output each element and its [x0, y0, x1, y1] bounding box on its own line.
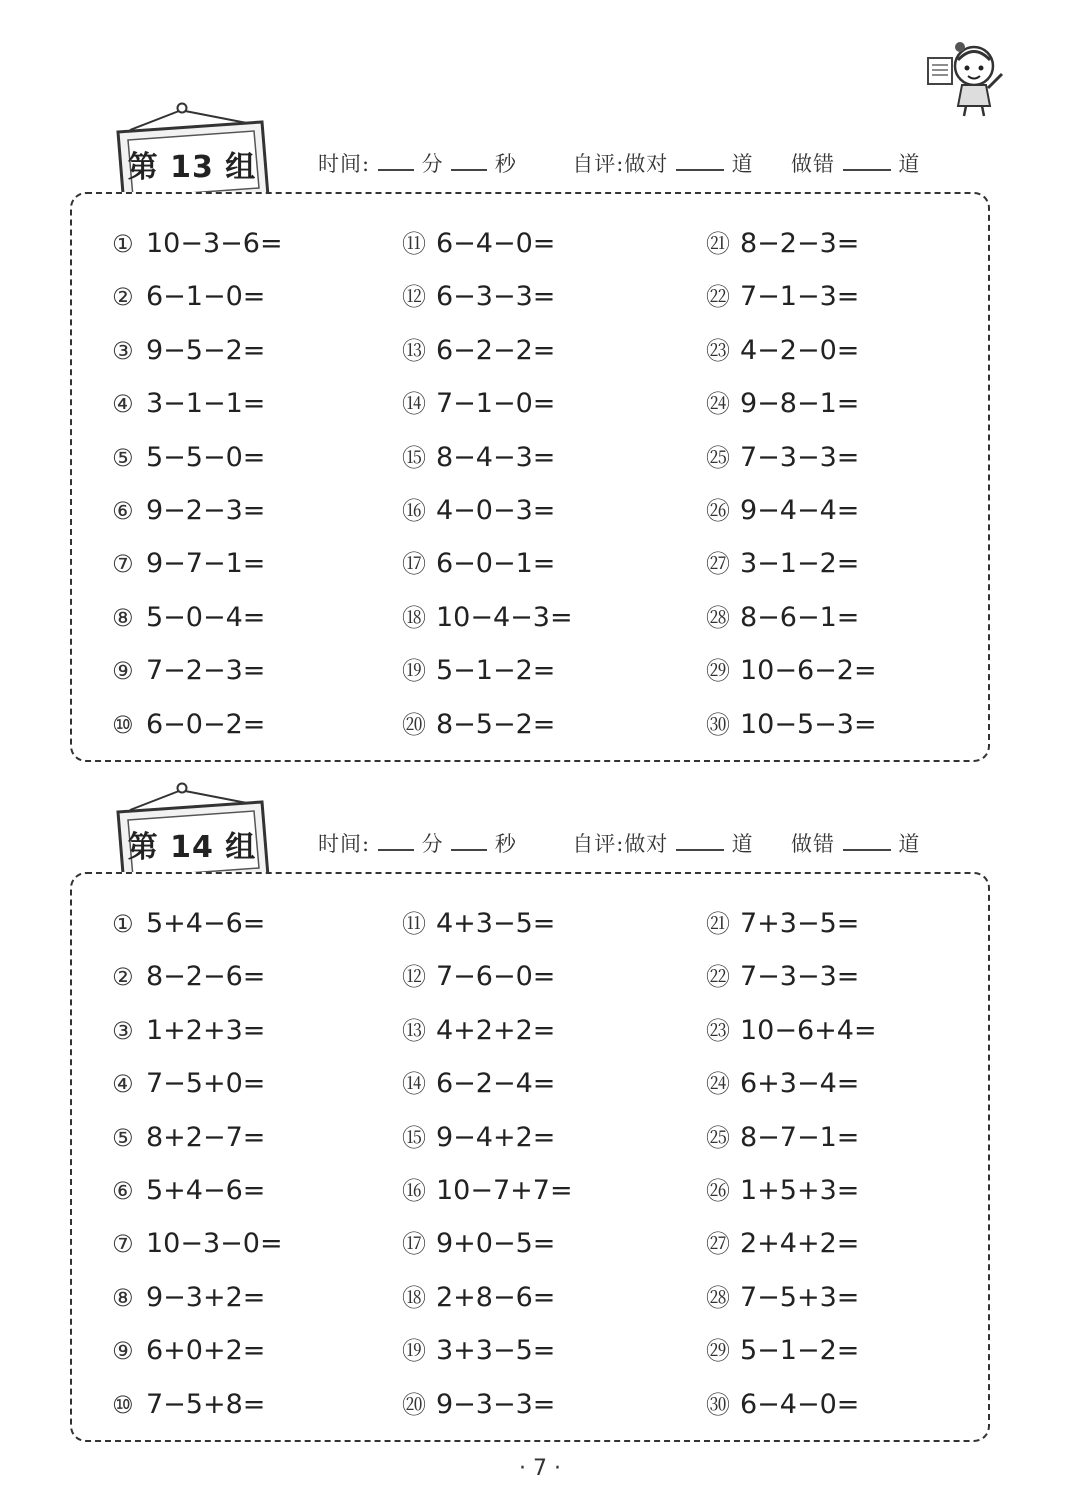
exercise-item [112, 270, 283, 323]
exercise-number: ⑯ [402, 1176, 426, 1205]
wrong-count-field[interactable] [843, 831, 891, 851]
exercise-item [112, 1378, 283, 1431]
exercise-item [402, 644, 573, 697]
exercise-number: ② [112, 283, 134, 312]
exercise-item [706, 537, 877, 590]
correct-count-field[interactable] [676, 831, 724, 851]
exercise-number: ⑮ [402, 1123, 426, 1152]
exercise-number: ⑳ [402, 710, 426, 739]
exercise-item [706, 1057, 877, 1110]
exercise-item [706, 1111, 877, 1164]
exercise-item [706, 270, 877, 323]
exercise-number: ① [112, 230, 134, 258]
section-title: 第 14 组 [127, 830, 257, 865]
exercise-number: ⑬ [402, 336, 426, 365]
exercise-expression: 7−5+0= [146, 1068, 266, 1100]
exercise-expression: 2+4+2= [740, 1228, 860, 1260]
exercise-box [70, 192, 990, 762]
exercise-item [402, 1004, 573, 1057]
exercise-expression: 9−2−3= [146, 494, 266, 526]
exercise-number: ⑫ [402, 283, 426, 312]
exercise-number: ㉚ [706, 1390, 730, 1419]
exercise-expression: 4−2−0= [740, 334, 860, 366]
exercise-item [706, 591, 877, 644]
exercise-item [112, 324, 283, 377]
exercise-expression: 6−0−1= [436, 548, 556, 580]
unit-label: 道 [731, 152, 754, 176]
exercise-number: ㉘ [706, 1283, 730, 1312]
exercise-item [402, 1324, 573, 1377]
exercise-expression: 8−6−1= [740, 601, 860, 633]
exercise-number: ㉕ [706, 443, 730, 472]
exercise-item [706, 217, 877, 270]
exercise-item [402, 698, 573, 751]
exercise-item [402, 324, 573, 377]
exercise-expression: 5−1−2= [436, 655, 556, 687]
exercise-expression: 5+4−6= [146, 908, 266, 939]
exercise-expression: 5−5−0= [146, 441, 266, 473]
exercise-number: ⑪ [402, 910, 426, 938]
exercise-expression: 4+2+2= [436, 1014, 556, 1046]
exercise-expression: 6−1−0= [146, 281, 266, 313]
exercise-expression: 10−5−3= [740, 708, 877, 740]
exercise-number: ㉔ [706, 390, 730, 419]
exercise-number: ⑤ [112, 1123, 134, 1152]
exercise-item [112, 377, 283, 430]
minutes-field[interactable] [378, 831, 414, 851]
exercise-item [402, 270, 573, 323]
exercise-item [402, 217, 573, 270]
exercise-expression: 5+4−6= [146, 1174, 266, 1206]
exercise-item [112, 897, 283, 950]
exercise-expression: 10−7+7= [436, 1174, 573, 1206]
exercise-expression: 8+2−7= [146, 1121, 266, 1153]
exercise-item [112, 1164, 283, 1217]
exercise-number: ⑥ [112, 1176, 134, 1205]
exercise-number: ㉓ [706, 336, 730, 365]
self-eval-label: 自评:做对 [572, 832, 669, 856]
time-label: 时间: [318, 152, 371, 176]
exercise-item [112, 1217, 283, 1270]
exercise-expression: 8−5−2= [436, 708, 556, 740]
second-label: 秒 [494, 152, 517, 176]
minute-label: 分 [421, 832, 444, 856]
exercise-expression: 6−2−4= [436, 1068, 556, 1100]
exercise-number: ㉗ [706, 550, 730, 579]
exercise-item [706, 1217, 877, 1270]
exercise-item [402, 377, 573, 430]
exercise-item [706, 324, 877, 377]
exercise-number: ⑲ [402, 657, 426, 686]
exercise-expression: 8−2−3= [740, 228, 860, 259]
exercise-item [402, 591, 573, 644]
exercise-expression: 7−2−3= [146, 655, 266, 687]
exercise-item [706, 1378, 877, 1431]
exercise-number: ④ [112, 390, 134, 419]
exercise-expression: 9+0−5= [436, 1228, 556, 1260]
exercise-item [402, 1271, 573, 1324]
exercise-number: ㉖ [706, 1176, 730, 1205]
exercise-item [706, 698, 877, 751]
exercise-item [112, 217, 283, 270]
exercise-item [402, 950, 573, 1003]
exercise-number: ⑲ [402, 1337, 426, 1366]
exercise-number: ⑪ [402, 230, 426, 258]
exercise-number: ⑯ [402, 496, 426, 525]
minutes-field[interactable] [378, 151, 414, 171]
exercise-item [112, 1324, 283, 1377]
wrong-label: 做错 [791, 832, 836, 856]
exercise-expression: 7−1−3= [740, 281, 860, 313]
exercise-expression: 6−2−2= [436, 334, 556, 366]
exercise-number: ⑦ [112, 1230, 134, 1259]
exercise-expression: 3−1−1= [146, 388, 266, 420]
exercise-item [402, 1217, 573, 1270]
exercise-number: ⑳ [402, 1390, 426, 1419]
exercise-expression: 5−1−2= [740, 1335, 860, 1367]
exercise-column [706, 897, 877, 1431]
unit-label: 道 [731, 832, 754, 856]
exercise-expression: 10−6+4= [740, 1014, 877, 1046]
minute-label: 分 [421, 152, 444, 176]
exercise-expression: 3−1−2= [740, 548, 860, 580]
wrong-label: 做错 [791, 152, 836, 176]
exercise-number: ⑨ [112, 1337, 134, 1366]
exercise-number: ⑰ [402, 550, 426, 579]
exercise-number: ⑭ [402, 1070, 426, 1099]
exercise-expression: 6−4−0= [436, 228, 556, 259]
exercise-item [112, 431, 283, 484]
exercise-item [706, 1324, 877, 1377]
exercise-expression: 4−0−3= [436, 494, 556, 526]
exercise-item [706, 897, 877, 950]
exercise-item [706, 484, 877, 537]
exercise-expression: 6+0+2= [146, 1335, 266, 1367]
exercise-column [402, 217, 573, 751]
exercise-box [70, 872, 990, 1442]
exercise-item [402, 484, 573, 537]
exercise-item [112, 698, 283, 751]
exercise-expression: 7+3−5= [740, 908, 860, 939]
exercise-expression: 5−0−4= [146, 601, 266, 633]
exercise-number: ③ [112, 336, 134, 365]
exercise-number: ㉔ [706, 1070, 730, 1099]
exercise-expression: 8−2−6= [146, 961, 266, 993]
exercise-item [112, 644, 283, 697]
exercise-number: ㉚ [706, 710, 730, 739]
exercise-expression: 8−7−1= [740, 1121, 860, 1153]
second-label: 秒 [494, 832, 517, 856]
section-header [318, 828, 920, 858]
exercise-item [402, 431, 573, 484]
exercise-number: ⑬ [402, 1016, 426, 1045]
exercise-number: ㉖ [706, 496, 730, 525]
exercise-expression: 1+5+3= [740, 1174, 860, 1206]
exercise-number: ⑭ [402, 390, 426, 419]
exercise-expression: 9−8−1= [740, 388, 860, 420]
exercise-item [402, 1057, 573, 1110]
exercise-expression: 6−0−2= [146, 708, 266, 740]
exercise-item [706, 1271, 877, 1324]
exercise-number: ⑩ [112, 710, 134, 739]
exercise-column [112, 897, 283, 1431]
time-label: 时间: [318, 832, 371, 856]
exercise-number: ㉘ [706, 603, 730, 632]
exercise-expression: 7−6−0= [436, 961, 556, 993]
exercise-number: ⑩ [112, 1390, 134, 1419]
exercise-item [112, 1057, 283, 1110]
exercise-number: ㉑ [706, 230, 730, 258]
exercise-expression: 7−1−0= [436, 388, 556, 420]
exercise-expression: 7−3−3= [740, 441, 860, 473]
exercise-expression: 2+8−6= [436, 1281, 556, 1313]
exercise-section-14 [0, 780, 1080, 1450]
exercise-number: ⑱ [402, 1283, 426, 1312]
exercise-expression: 7−5+3= [740, 1281, 860, 1313]
exercise-number: ㉓ [706, 1016, 730, 1045]
exercise-number: ⑫ [402, 963, 426, 992]
section-header [318, 148, 920, 178]
exercise-number: ㉗ [706, 1230, 730, 1259]
exercise-item [112, 484, 283, 537]
exercise-expression: 1+2+3= [146, 1014, 266, 1046]
exercise-column [112, 217, 283, 751]
correct-count-field[interactable] [676, 151, 724, 171]
exercise-expression: 6−4−0= [740, 1388, 860, 1420]
exercise-expression: 10−6−2= [740, 655, 877, 687]
exercise-expression: 9−3−3= [436, 1388, 556, 1420]
exercise-item [402, 897, 573, 950]
exercise-expression: 9−4−4= [740, 494, 860, 526]
exercise-expression: 7−3−3= [740, 961, 860, 993]
exercise-expression: 10−3−0= [146, 1228, 283, 1260]
exercise-number: ⑨ [112, 657, 134, 686]
exercise-item [706, 377, 877, 430]
exercise-number: ⑦ [112, 550, 134, 579]
exercise-item [402, 1111, 573, 1164]
exercise-number: ⑤ [112, 443, 134, 472]
exercise-expression: 3+3−5= [436, 1335, 556, 1367]
exercise-number: ㉒ [706, 963, 730, 992]
exercise-number: ㉕ [706, 1123, 730, 1152]
exercise-number: ㉙ [706, 657, 730, 686]
exercise-item [706, 644, 877, 697]
exercise-expression: 9−5−2= [146, 334, 266, 366]
exercise-expression: 9−3+2= [146, 1281, 266, 1313]
exercise-expression: 10−3−6= [146, 228, 283, 259]
exercise-number: ④ [112, 1070, 134, 1099]
exercise-expression: 8−4−3= [436, 441, 556, 473]
exercise-item [112, 537, 283, 590]
exercise-number: ㉙ [706, 1337, 730, 1366]
unit-label: 道 [898, 152, 921, 176]
exercise-item [112, 1004, 283, 1057]
exercise-item [706, 431, 877, 484]
exercise-item [112, 591, 283, 644]
exercise-expression: 9−4+2= [436, 1121, 556, 1153]
exercise-number: ⑥ [112, 496, 134, 525]
page-number: · 7 · [519, 1456, 561, 1481]
exercise-column [402, 897, 573, 1431]
exercise-item [706, 1004, 877, 1057]
exercise-item [112, 1111, 283, 1164]
exercise-column [706, 217, 877, 751]
exercise-expression: 4+3−5= [436, 908, 556, 939]
exercise-item [402, 537, 573, 590]
unit-label: 道 [898, 832, 921, 856]
exercise-item [112, 950, 283, 1003]
exercise-item [112, 1271, 283, 1324]
exercise-expression: 6+3−4= [740, 1068, 860, 1100]
wrong-count-field[interactable] [843, 151, 891, 171]
section-title: 第 13 组 [127, 150, 257, 185]
seconds-field[interactable] [451, 831, 487, 851]
exercise-number: ⑰ [402, 1230, 426, 1259]
exercise-number: ⑮ [402, 443, 426, 472]
exercise-expression: 7−5+8= [146, 1388, 266, 1420]
seconds-field[interactable] [451, 151, 487, 171]
exercise-number: ⑧ [112, 603, 134, 632]
exercise-number: ㉑ [706, 910, 730, 938]
exercise-item [402, 1164, 573, 1217]
exercise-number: ⑱ [402, 603, 426, 632]
exercise-number: ㉒ [706, 283, 730, 312]
exercise-number: ① [112, 910, 134, 938]
exercise-item [706, 950, 877, 1003]
exercise-expression: 10−4−3= [436, 601, 573, 633]
exercise-number: ② [112, 963, 134, 992]
self-eval-label: 自评:做对 [572, 152, 669, 176]
exercise-section-13 [0, 100, 1080, 770]
exercise-number: ⑧ [112, 1283, 134, 1312]
exercise-expression: 9−7−1= [146, 548, 266, 580]
exercise-number: ③ [112, 1016, 134, 1045]
exercise-expression: 6−3−3= [436, 281, 556, 313]
exercise-item [402, 1378, 573, 1431]
exercise-item [706, 1164, 877, 1217]
